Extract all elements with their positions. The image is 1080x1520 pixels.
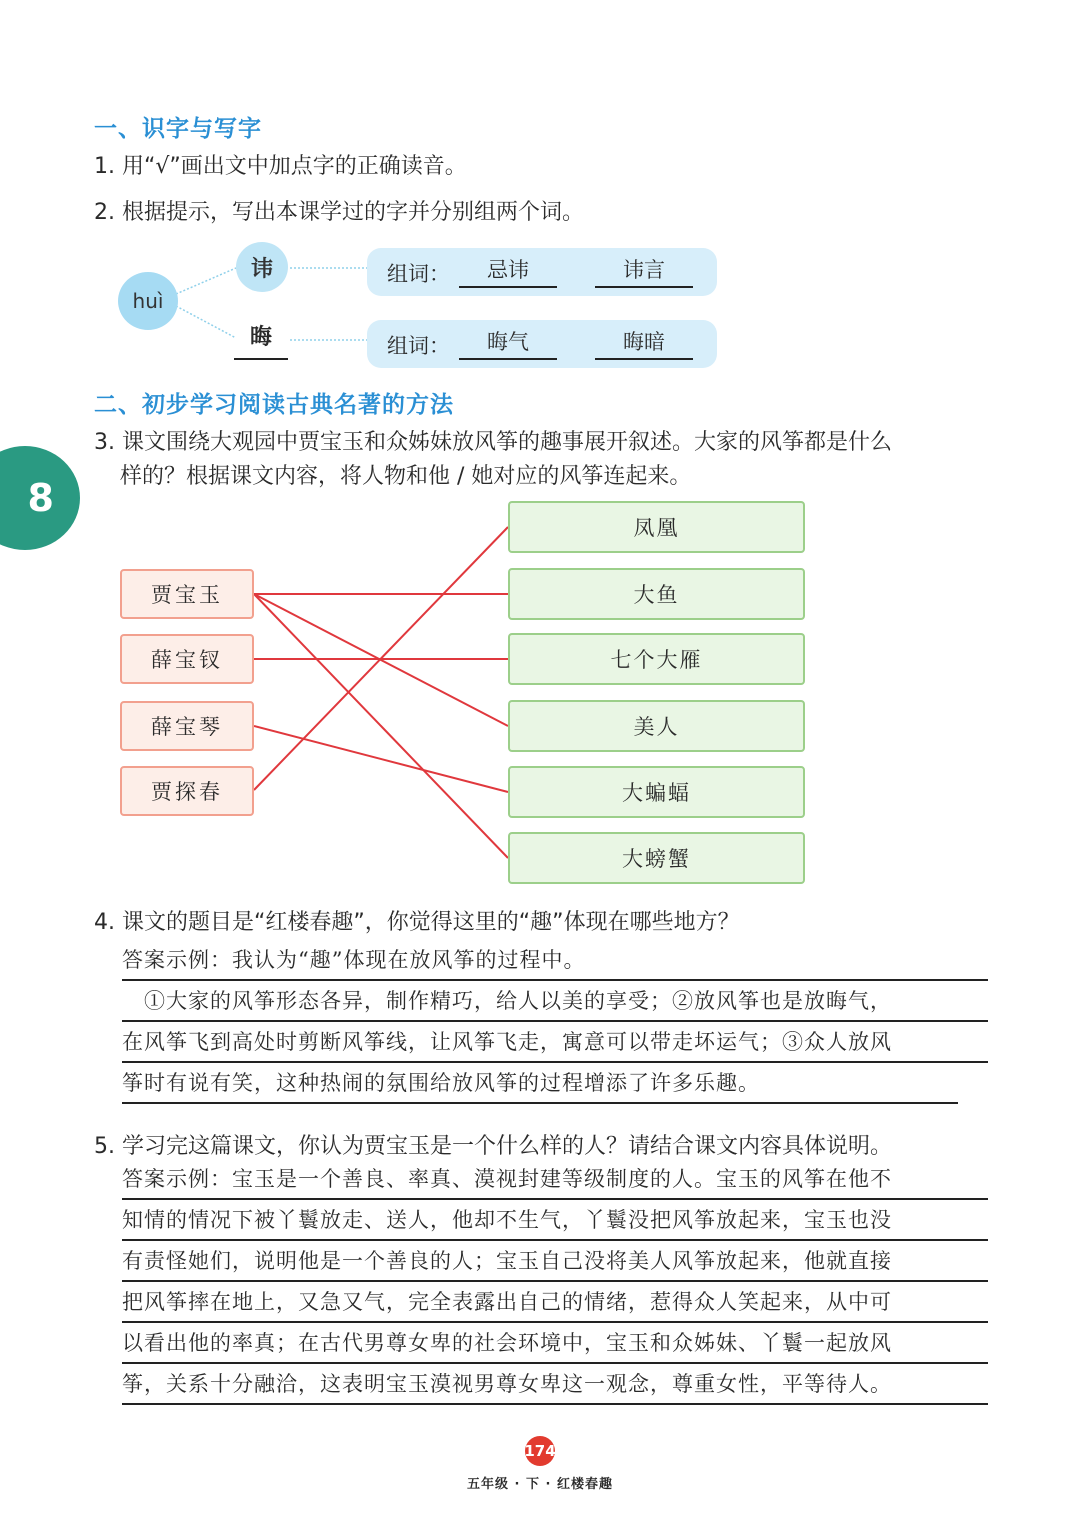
question-3-line1: 3. 课文围绕大观园中贾宝玉和众姊妹放风筝的趣事展开叙述。大家的风筝都是什么 xyxy=(94,430,892,455)
question-4: 4. 课文的题目是“红楼春趣”，你觉得这里的“趣”体现在哪些地方？ xyxy=(94,910,740,935)
pinyin-bubble: huì xyxy=(118,272,178,330)
word-label: 组词： xyxy=(387,262,450,286)
answer-line xyxy=(122,979,988,1022)
person-box-1: 贾宝玉 xyxy=(120,569,254,619)
page-footer: 五年级 · 下 · 红楼春趣 xyxy=(467,1477,613,1492)
word-answer: 忌讳 xyxy=(459,254,557,288)
answer-line xyxy=(122,1280,988,1323)
answer-line xyxy=(122,1321,988,1364)
person-box-3: 薛宝琴 xyxy=(120,701,254,751)
answer-text: 以看出他的率真；在古代男尊女卑的社会环境中，宝玉和众姊妹、丫鬟一起放风 xyxy=(122,1331,892,1355)
kite-box-5: 大蝙蝠 xyxy=(508,766,805,818)
answer-text: 筝时有说有笑，这种热闹的氛围给放风筝的过程增添了许多乐趣。 xyxy=(122,1071,760,1095)
question-5: 5. 学习完这篇课文，你认为贾宝玉是一个什么样的人？请结合课文内容具体说明。 xyxy=(94,1134,892,1159)
question-2: 2. 根据提示，写出本课学过的字并分别组两个词。 xyxy=(94,200,584,225)
page-number: 174 xyxy=(525,1436,555,1466)
kite-box-6: 大螃蟹 xyxy=(508,832,805,884)
answer-line xyxy=(122,1362,988,1405)
answer-line xyxy=(122,938,988,981)
answer-text: 有责怪她们，说明他是一个善良的人；宝玉自己没将美人风筝放起来，他就直接 xyxy=(122,1249,892,1273)
answer-text: 答案示例：宝玉是一个善良、率真、漠视封建等级制度的人。宝玉的风筝在他不 xyxy=(122,1167,892,1191)
answer-text: 筝，关系十分融洽，这表明宝玉漠视男尊女卑这一观念，尊重女性，平等待人。 xyxy=(122,1372,892,1396)
kite-box-3: 七个大雁 xyxy=(508,633,805,685)
char-answer-2: 晦 xyxy=(234,318,288,360)
answer-line xyxy=(122,1061,958,1104)
question-1: 1. 用“√”画出文中加点字的正确读音。 xyxy=(94,154,467,179)
kite-box-2: 大鱼 xyxy=(508,568,805,620)
char-bubble-1: 讳 xyxy=(236,242,288,292)
kite-box-1: 凤凰 xyxy=(508,501,805,553)
answer-line xyxy=(122,1198,988,1241)
answer-text: 知情的情况下被丫鬟放走、送人，他却不生气，丫鬟没把风筝放起来，宝玉也没 xyxy=(122,1208,892,1232)
answer-line xyxy=(122,1239,988,1282)
answer-text: 把风筝摔在地上，又急又气，完全表露出自己的情绪，惹得众人笑起来，从中可 xyxy=(122,1290,892,1314)
answer-line xyxy=(122,1157,988,1200)
person-box-2: 薛宝钗 xyxy=(120,634,254,684)
kite-box-4: 美人 xyxy=(508,700,805,752)
word-answer: 晦暗 xyxy=(595,326,693,360)
word-label: 组词： xyxy=(387,334,450,358)
word-answer: 晦气 xyxy=(459,326,557,360)
answer-line xyxy=(122,1020,988,1063)
section-title-2: 二、初步学习阅读古典名著的方法 xyxy=(94,392,454,418)
answer-text: 答案示例：我认为“趣”体现在放风筝的过程中。 xyxy=(122,948,586,972)
person-box-4: 贾探春 xyxy=(120,766,254,816)
answer-text: ①大家的风筝形态各异，制作精巧，给人以美的享受；②放风筝也是放晦气， xyxy=(122,989,892,1013)
chapter-tab: 8 xyxy=(0,446,80,550)
question-3-line2: 样的？根据课文内容，将人物和他 / 她对应的风筝连起来。 xyxy=(120,464,692,489)
section-title-1: 一、识字与写字 xyxy=(94,116,262,142)
answer-text: 在风筝飞到高处时剪断风筝线，让风筝飞走，寓意可以带走坏运气；③众人放风 xyxy=(122,1030,892,1054)
word-answer: 讳言 xyxy=(595,254,693,288)
